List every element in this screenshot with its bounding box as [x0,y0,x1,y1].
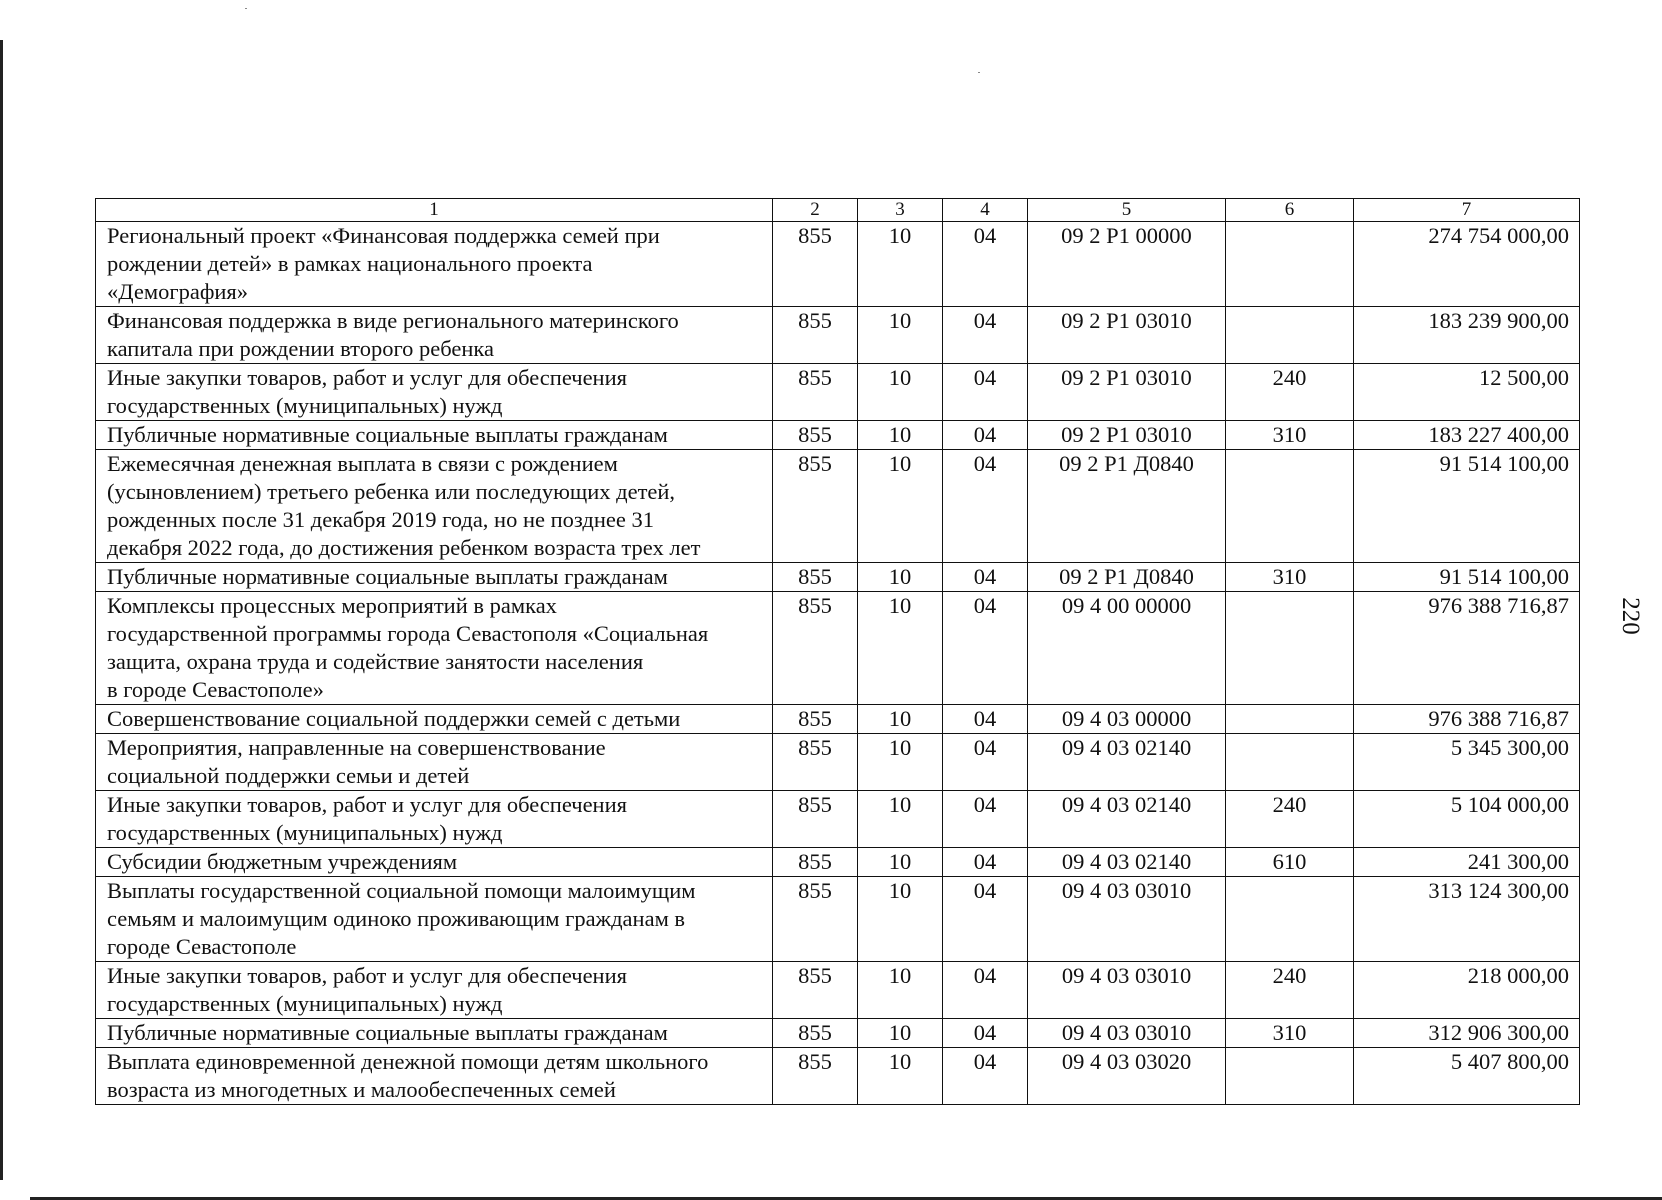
cell-code: 855 [773,307,858,364]
cell-subsection: 04 [943,1019,1028,1048]
cell-target-item: 09 2 Р1 Д0840 [1028,563,1226,592]
cell-expense-type [1226,222,1354,307]
cell-subsection: 04 [943,962,1028,1019]
cell-subsection: 04 [943,592,1028,705]
cell-section: 10 [858,962,943,1019]
cell-subsection: 04 [943,450,1028,563]
cell-name: Мероприятия, направленные на совершенствование социальной поддержки семьи и детей [96,734,773,791]
cell-code: 855 [773,705,858,734]
table-row [96,848,1580,877]
cell-amount: 183 227 400,00 [1354,421,1580,450]
cell-section: 10 [858,364,943,421]
cell-target-item: 09 4 03 03010 [1028,877,1226,962]
cell-subsection: 04 [943,791,1028,848]
budget-table [95,198,1580,1105]
column-header-section: 3 [858,199,943,222]
cell-code: 855 [773,421,858,450]
cell-section: 10 [858,592,943,705]
table-row [96,307,1580,364]
cell-code: 855 [773,848,858,877]
cell-subsection: 04 [943,705,1028,734]
cell-code: 855 [773,791,858,848]
cell-section: 10 [858,307,943,364]
cell-code: 855 [773,450,858,563]
column-header-name: 1 [96,199,773,222]
cell-amount: 183 239 900,00 [1354,307,1580,364]
cell-code: 855 [773,222,858,307]
cell-section: 10 [858,222,943,307]
cell-expense-type [1226,450,1354,563]
table-body [96,222,1580,1105]
table-row [96,450,1580,563]
cell-amount: 241 300,00 [1354,848,1580,877]
cell-target-item: 09 4 03 02140 [1028,791,1226,848]
scan-speck [978,72,980,73]
column-header-target-item: 5 [1028,199,1226,222]
column-header-expense-type: 6 [1226,199,1354,222]
cell-code: 855 [773,1048,858,1105]
cell-code: 855 [773,364,858,421]
cell-expense-type [1226,877,1354,962]
column-header-subsection: 4 [943,199,1028,222]
table-row [96,592,1580,705]
cell-target-item: 09 4 03 02140 [1028,848,1226,877]
table-row [96,962,1580,1019]
cell-amount: 274 754 000,00 [1354,222,1580,307]
scan-left-edge [0,40,3,1180]
table-row [96,734,1580,791]
cell-name: Субсидии бюджетным учреждениям [96,848,773,877]
cell-amount: 218 000,00 [1354,962,1580,1019]
cell-subsection: 04 [943,307,1028,364]
table-row [96,1048,1580,1105]
cell-amount: 5 104 000,00 [1354,791,1580,848]
cell-amount: 91 514 100,00 [1354,563,1580,592]
cell-subsection: 04 [943,877,1028,962]
column-header-code: 2 [773,199,858,222]
scan-speck [245,8,247,9]
cell-section: 10 [858,563,943,592]
cell-target-item: 09 4 03 03020 [1028,1048,1226,1105]
page-number: 220 [1617,597,1644,635]
cell-code: 855 [773,1019,858,1048]
cell-code: 855 [773,877,858,962]
cell-amount: 91 514 100,00 [1354,450,1580,563]
cell-amount: 976 388 716,87 [1354,705,1580,734]
table-row [96,877,1580,962]
cell-target-item: 09 2 Р1 00000 [1028,222,1226,307]
cell-expense-type: 310 [1226,563,1354,592]
cell-subsection: 04 [943,848,1028,877]
cell-name: Публичные нормативные социальные выплаты гражданам [96,421,773,450]
cell-amount: 12 500,00 [1354,364,1580,421]
cell-expense-type [1226,705,1354,734]
cell-name: Ежемесячная денежная выплата в связи с рождением (усыновлением) третьего ребенка или последующих детей, рожденных после 31 декабря 2019 года, но не позднее 31 декабря 2022 года, до достижения ребенком возраста трех лет [96,450,773,563]
cell-expense-type [1226,1048,1354,1105]
cell-name: Финансовая поддержка в виде регионального материнского капитала при рождении второго ребенка [96,307,773,364]
table-header-row [96,199,1580,222]
cell-amount: 5 345 300,00 [1354,734,1580,791]
cell-code: 855 [773,563,858,592]
cell-target-item: 09 4 03 00000 [1028,705,1226,734]
cell-expense-type [1226,307,1354,364]
cell-target-item: 09 4 03 03010 [1028,1019,1226,1048]
cell-subsection: 04 [943,364,1028,421]
cell-expense-type [1226,592,1354,705]
cell-name: Региональный проект «Финансовая поддержка семей при рождении детей» в рамках национального проекта «Демография» [96,222,773,307]
cell-target-item: 09 2 Р1 03010 [1028,364,1226,421]
table-row [96,421,1580,450]
column-header-amount: 7 [1354,199,1580,222]
table-row [96,705,1580,734]
cell-name: Иные закупки товаров, работ и услуг для обеспечения государственных (муниципальных) нужд [96,364,773,421]
cell-expense-type: 610 [1226,848,1354,877]
cell-subsection: 04 [943,421,1028,450]
table-row [96,1019,1580,1048]
cell-code: 855 [773,592,858,705]
cell-expense-type: 240 [1226,791,1354,848]
cell-amount: 312 906 300,00 [1354,1019,1580,1048]
cell-name: Публичные нормативные социальные выплаты гражданам [96,563,773,592]
cell-target-item: 09 2 Р1 Д0840 [1028,450,1226,563]
cell-expense-type: 240 [1226,364,1354,421]
cell-code: 855 [773,734,858,791]
cell-target-item: 09 2 Р1 03010 [1028,307,1226,364]
cell-name: Совершенствование социальной поддержки семей с детьми [96,705,773,734]
cell-section: 10 [858,705,943,734]
table-row [96,222,1580,307]
cell-name: Выплаты государственной социальной помощи малоимущим семьям и малоимущим одиноко проживающим гражданам в городе Севастополе [96,877,773,962]
table-row [96,364,1580,421]
cell-section: 10 [858,791,943,848]
cell-amount: 5 407 800,00 [1354,1048,1580,1105]
cell-expense-type: 310 [1226,421,1354,450]
cell-name: Иные закупки товаров, работ и услуг для обеспечения государственных (муниципальных) нужд [96,962,773,1019]
cell-expense-type [1226,734,1354,791]
cell-target-item: 09 4 00 00000 [1028,592,1226,705]
table-row [96,791,1580,848]
cell-subsection: 04 [943,1048,1028,1105]
cell-section: 10 [858,734,943,791]
cell-code: 855 [773,962,858,1019]
cell-name: Иные закупки товаров, работ и услуг для обеспечения государственных (муниципальных) нужд [96,791,773,848]
cell-section: 10 [858,877,943,962]
cell-section: 10 [858,450,943,563]
cell-amount: 313 124 300,00 [1354,877,1580,962]
cell-target-item: 09 4 03 02140 [1028,734,1226,791]
cell-section: 10 [858,421,943,450]
cell-subsection: 04 [943,563,1028,592]
cell-expense-type: 240 [1226,962,1354,1019]
cell-subsection: 04 [943,222,1028,307]
cell-section: 10 [858,848,943,877]
cell-section: 10 [858,1048,943,1105]
cell-target-item: 09 4 03 03010 [1028,962,1226,1019]
table-row [96,563,1580,592]
cell-subsection: 04 [943,734,1028,791]
cell-section: 10 [858,1019,943,1048]
cell-name: Публичные нормативные социальные выплаты гражданам [96,1019,773,1048]
cell-amount: 976 388 716,87 [1354,592,1580,705]
cell-name: Выплата единовременной денежной помощи детям школьного возраста из многодетных и малообеспеченных семей [96,1048,773,1105]
cell-target-item: 09 2 Р1 03010 [1028,421,1226,450]
cell-expense-type: 310 [1226,1019,1354,1048]
cell-name: Комплексы процессных мероприятий в рамках государственной программы города Севастополя «Социальная защита, охрана труда и содействие занятости населения в городе Севастополе» [96,592,773,705]
